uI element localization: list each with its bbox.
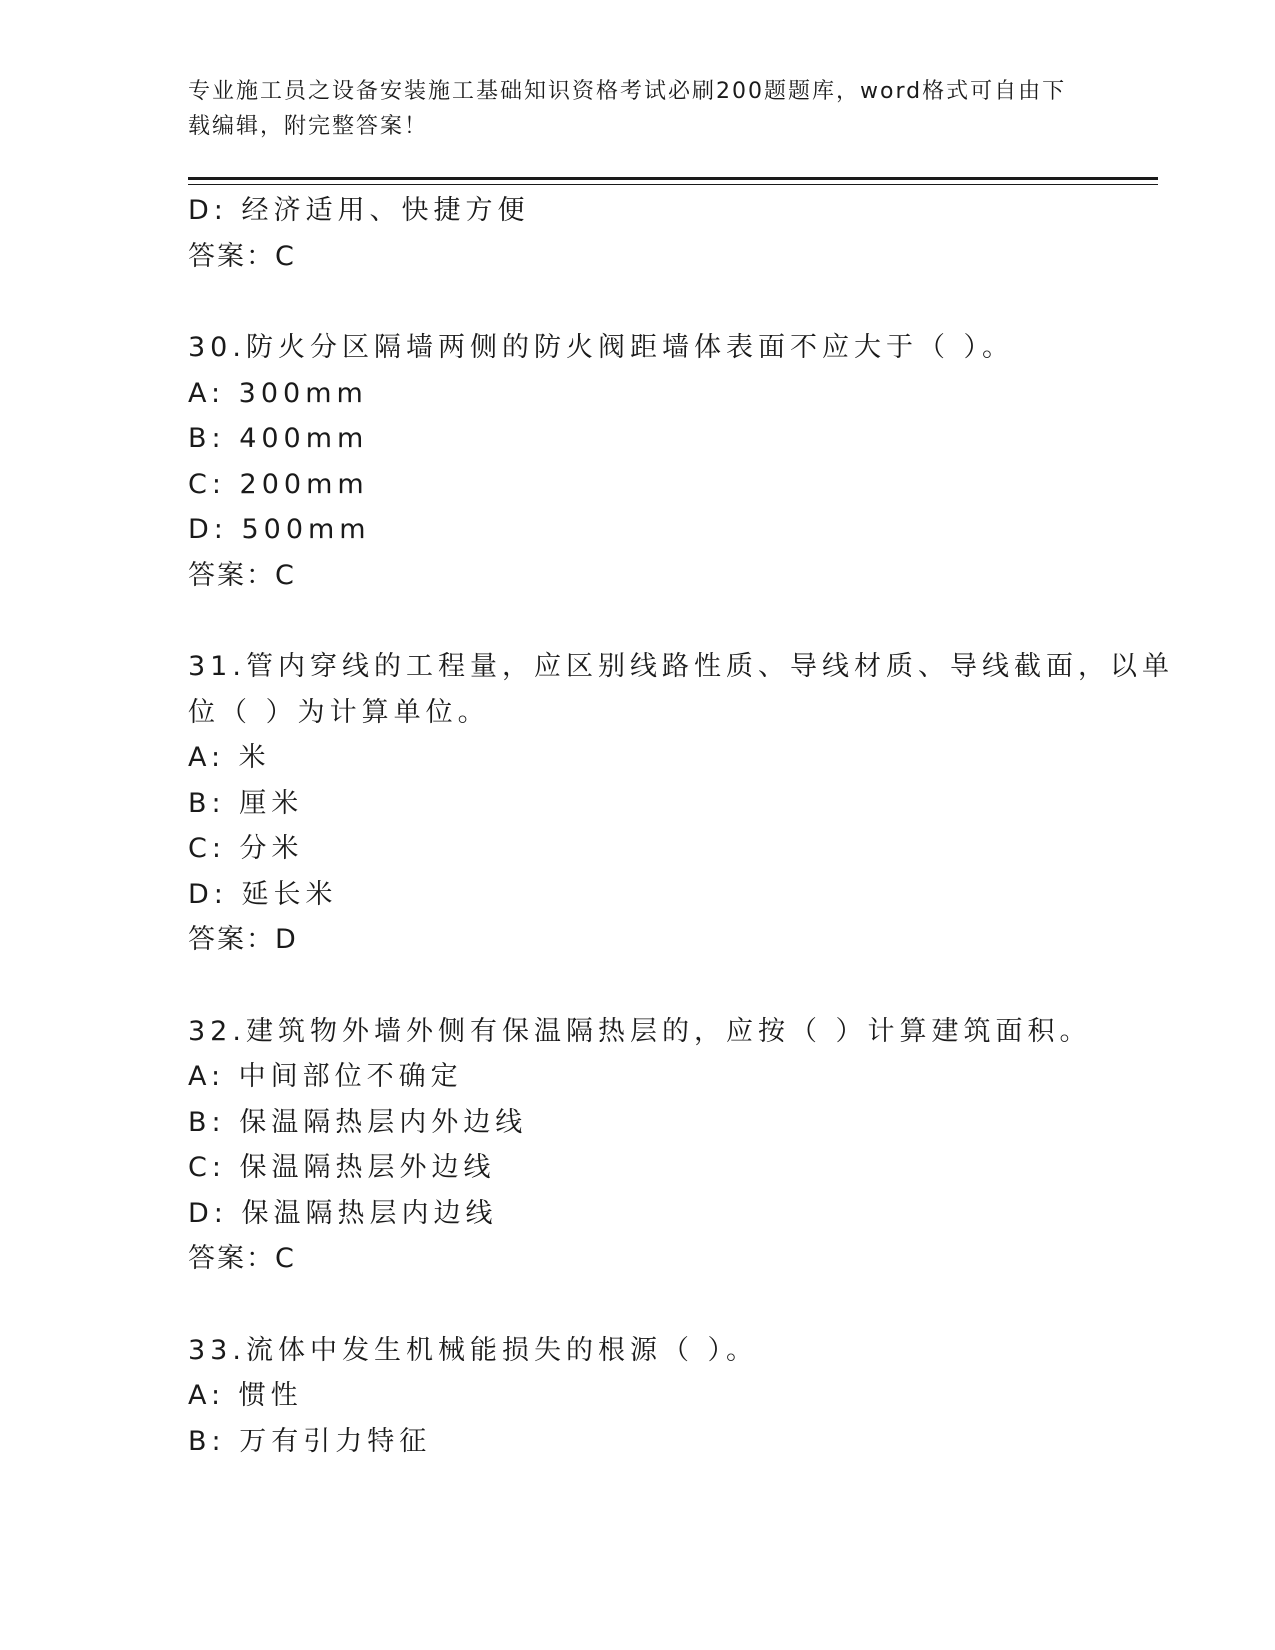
question-stem-31-line2: 位（ ）为计算单位。 bbox=[188, 696, 490, 728]
spacer bbox=[188, 1282, 1088, 1328]
option-c: C: 保温隔热层外边线 bbox=[188, 1152, 496, 1183]
answer-line: 答案：C bbox=[188, 1243, 296, 1274]
header-divider-thick bbox=[188, 177, 1158, 180]
option-b: B: 保温隔热层内外边线 bbox=[188, 1106, 528, 1138]
question-stem-33: 33.流体中发生机械能损失的根源（ ）。 bbox=[188, 1334, 759, 1366]
option-b: B: 万有引力特征 bbox=[188, 1425, 432, 1457]
option-a: A: 惯性 bbox=[188, 1380, 303, 1411]
answer-line: 答案：D bbox=[188, 924, 298, 955]
option-a: A: 中间部位不确定 bbox=[188, 1061, 463, 1092]
question-content bbox=[188, 188, 1174, 1464]
question-stem-32: 32.建筑物外墙外侧有保温隔热层的，应按（ ）计算建筑面积。 bbox=[188, 1015, 1092, 1047]
question-stem-30: 30.防火分区隔墙两侧的防火阀距墙体表面不应大于（ ）。 bbox=[188, 332, 1015, 363]
option-c: C: 分米 bbox=[188, 833, 304, 864]
option-d: D: 500mm bbox=[188, 514, 371, 545]
option-a: A: 300mm bbox=[188, 377, 368, 409]
spacer bbox=[188, 963, 1088, 1009]
option-d: D: 延长米 bbox=[188, 878, 338, 910]
question-stem-31-line1: 31.管内穿线的工程量，应区别线路性质、导线材质、导线截面，以单 bbox=[188, 651, 1174, 682]
option-b: B: 400mm bbox=[188, 423, 369, 454]
answer-line: 答案：C bbox=[188, 559, 296, 591]
option-b: B: 厘米 bbox=[188, 787, 304, 819]
option-a: A: 米 bbox=[188, 742, 271, 773]
spacer bbox=[188, 279, 1088, 325]
option-d: D: 保温隔热层内边线 bbox=[188, 1197, 498, 1229]
header-divider-thin bbox=[188, 184, 1158, 185]
spacer bbox=[188, 598, 1088, 644]
document-header: 专业施工员之设备安装施工基础知识资格考试必刷200题题库，word格式可自由下载编辑，附完整答案！ bbox=[188, 79, 1067, 139]
option-d: D: 经济适用、快捷方便 bbox=[188, 195, 530, 226]
answer-line: 答案：C bbox=[188, 240, 296, 272]
option-c: C: 200mm bbox=[188, 468, 369, 500]
